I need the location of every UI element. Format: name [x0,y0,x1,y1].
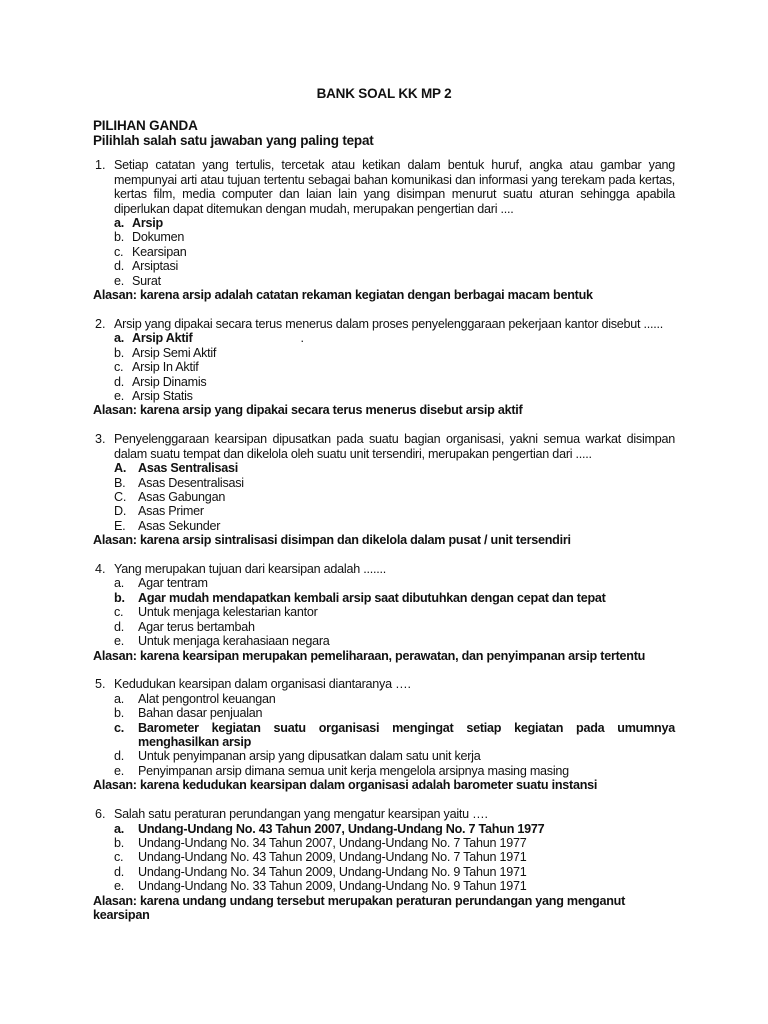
question-number: 1. [95,158,106,173]
option-label: Untuk menjaga kelestarian kantor [138,605,318,620]
option-letter: b. [114,706,125,721]
option-label: Barometer kegiatan suatu organisasi mengingat setiap kegiatan pada umumnya menghasilkan arsip [138,720,675,750]
option-text [138,764,675,778]
option-letter: a. [114,331,125,346]
option-text [138,620,675,634]
option-label: Arsip Statis [132,389,193,403]
option-text [138,476,675,490]
question-row [93,677,675,691]
option-label: Agar tentram [138,576,208,591]
question-number: 2. [95,316,106,331]
section-title: PILIHAN GANDA [93,118,198,134]
question-text: Kedudukan kearsipan dalam organisasi diantaranya …. [114,677,411,692]
option-letter: d. [114,749,125,764]
page-title: BANK SOAL KK MP 2 [316,86,452,101]
answer-reason: Alasan: karena arsip adalah catatan rekaman kegiatan dengan berbagai macam bentuk [93,288,593,303]
option-list [93,216,675,288]
answer-option [114,504,675,518]
option-letter: d. [114,619,125,634]
answer-option [114,476,675,490]
option-label: Alat pengontrol keuangan [138,691,276,706]
answer-option-correct [114,216,675,230]
option-letter: c. [114,720,125,735]
option-letter: e. [114,273,125,288]
option-label: Arsiptasi [132,259,179,274]
question-item [93,158,675,302]
answer-option [114,274,675,288]
option-list [93,822,675,894]
answer-option [114,605,675,619]
option-text [132,216,675,230]
question-row [93,807,675,821]
answer-option [114,490,675,504]
option-text [138,519,675,533]
option-label: Arsip Aktif [132,331,193,346]
option-text [138,865,675,879]
option-label: Asas Desentralisasi [138,475,244,490]
option-text [138,879,675,893]
option-text [138,504,675,518]
question-row [93,158,675,216]
question-row [93,317,675,331]
option-letter: c. [114,605,124,620]
question-item [93,677,675,792]
question-item [93,807,675,922]
answer-reason: Alasan: karena arsip yang dipakai secara terus menerus disebut arsip aktif [93,403,523,418]
answer-option [114,519,675,533]
question-number: 4. [95,562,106,577]
option-letter: E. [114,518,126,533]
option-text [132,259,675,273]
answer-option [114,375,675,389]
option-letter: a. [114,576,125,591]
answer-option [114,764,675,778]
option-label: Undang-Undang No. 43 Tahun 2007, Undang-Undang No. 7 Tahun 1977 [138,821,545,836]
option-letter: c. [114,244,124,259]
option-letter: a. [114,216,125,231]
option-label: Arsip Dinamis [132,374,207,389]
answer-option [114,259,675,273]
option-label: Asas Gabungan [138,489,226,504]
option-letter: e. [114,879,125,894]
option-letter: e. [114,763,125,778]
option-letter: b. [114,345,125,360]
option-text [132,375,675,389]
option-list [93,461,675,533]
answer-option [114,230,675,244]
answer-option [114,706,675,720]
answer-option [114,850,675,864]
answer-option [114,634,675,648]
question-row [93,432,675,461]
option-label: Arsip Semi Aktif [132,345,217,360]
option-text [138,461,675,475]
option-label: Arsip [132,216,163,231]
question-number: 6. [95,807,106,822]
answer-option [114,346,675,360]
question-row [93,562,675,576]
option-text [132,245,675,259]
option-label: Asas Primer [138,504,204,519]
answer-reason: Alasan: karena kearsipan merupakan pemeliharaan, perawatan, dan penyimpanan arsip tertentu [93,648,646,663]
option-letter: B. [114,475,126,490]
question-item [93,317,675,418]
option-letter: a. [114,821,125,836]
option-label: Agar mudah mendapatkan kembali arsip saat dibutuhkan dengan cepat dan tepat [138,590,606,605]
option-text [132,274,675,288]
answer-option [114,576,675,590]
option-label: Undang-Undang No. 43 Tahun 2009, Undang-Undang No. 7 Tahun 1971 [138,850,527,865]
answer-reason: Alasan: karena kedudukan kearsipan dalam organisasi adalah barometer suatu instansi [93,778,598,793]
option-text [132,389,675,403]
option-label: Asas Sekunder [138,518,221,533]
option-text [138,749,675,763]
question-text: Setiap catatan yang tertulis, tercetak atau ketikan dalam bentuk huruf, angka atau gambar yang mempunyai arti atau tujuan tertentu sebagai bahan komunikasi dan informasi yang terekam pada kertas, kertas film, media computer dan laian lain yang disimpan menurut suatu aturan sehingga apabila diperlukan dapat ditemukan dengan mudah, merupakan pengertian dari .... [114,158,675,216]
option-letter: b. [114,590,125,605]
answer-option [114,879,675,893]
option-text [138,692,675,706]
option-letter: C. [114,489,127,504]
option-label: Arsip In Aktif [132,360,199,375]
option-letter: d. [114,864,125,879]
option-suffix: . [300,331,304,346]
option-label: Undang-Undang No. 34 Tahun 2009, Undang-Undang No. 9 Tahun 1971 [138,864,527,879]
question-item [93,432,675,547]
option-label: Penyimpanan arsip dimana semua unit kerja mengelola arsipnya masing masing [138,763,569,778]
option-letter: d. [114,374,125,389]
option-label: Asas Sentralisasi [138,461,239,476]
option-letter: c. [114,360,124,375]
option-label: Surat [132,273,161,288]
answer-reason: Alasan: karena arsip sintralisasi disimpan dan dikelola dalam pusat / unit tersendiri [93,533,571,548]
answer-option-correct [114,461,675,475]
question-text: Arsip yang dipakai secara terus menerus dalam proses penyelenggaraan pekerjaan kantor disebut ...... [114,316,664,331]
answer-option [114,620,675,634]
option-letter: e. [114,634,125,649]
option-letter: D. [114,504,127,519]
answer-option [114,389,675,403]
question-list [93,158,675,922]
option-text [138,706,675,720]
option-text [138,822,675,836]
option-letter: A. [114,461,127,476]
answer-option [114,692,675,706]
option-label: Undang-Undang No. 33 Tahun 2009, Undang-Undang No. 9 Tahun 1971 [138,879,527,894]
answer-option [114,865,675,879]
question-number: 3. [95,432,106,447]
answer-option-correct [114,331,675,345]
option-text [132,360,675,374]
document-content [93,87,675,937]
option-text [132,346,675,360]
question-text: Yang merupakan tujuan dari kearsipan adalah ....... [114,562,386,577]
option-text [138,850,675,864]
option-text [132,331,675,345]
option-label: Untuk penyimpanan arsip yang dipusatkan dalam satu unit kerja [138,749,481,764]
option-label: Agar terus bertambah [138,619,255,634]
option-label: Untuk menjaga kerahasiaan negara [138,634,330,649]
instruction-text: Pilihlah salah satu jawaban yang paling tepat [93,133,374,149]
option-list [93,692,675,778]
option-label: Undang-Undang No. 34 Tahun 2007, Undang-Undang No. 7 Tahun 1977 [138,835,527,850]
option-label: Bahan dasar penjualan [138,706,263,721]
option-text [138,634,675,648]
question-number: 5. [95,677,106,692]
option-list [93,331,675,403]
question-item [93,562,675,663]
answer-option [114,836,675,850]
answer-option [114,245,675,259]
option-letter: e. [114,389,125,403]
question-text: Penyelenggaraan kearsipan dipusatkan pada suatu bagian organisasi, yakni semua warkat disimpan dalam suatu tempat dan dikelola oleh suatu unit tersendiri, merupakan pengertian dari ..... [114,432,675,461]
option-letter: c. [114,850,124,865]
option-text [138,591,675,605]
option-text [138,721,675,750]
option-letter: b. [114,835,125,850]
question-text: Salah satu peraturan perundangan yang mengatur kearsipan yaitu …. [114,807,488,822]
answer-option-correct [114,822,675,836]
option-letter: b. [114,230,125,245]
option-list [93,576,675,648]
option-label: Kearsipan [132,244,187,259]
option-letter: d. [114,259,125,274]
option-text [138,836,675,850]
option-text [132,230,675,244]
option-text [138,605,675,619]
option-letter: a. [114,691,125,706]
answer-option-correct [114,721,675,750]
answer-option-correct [114,591,675,605]
option-text [138,490,675,504]
answer-option [114,749,675,763]
option-label: Dokumen [132,230,185,245]
answer-option [114,360,675,374]
option-text [138,576,675,590]
answer-reason: Alasan: karena undang undang tersebut merupakan peraturan perundangan yang menganut kearsipan [93,893,626,922]
